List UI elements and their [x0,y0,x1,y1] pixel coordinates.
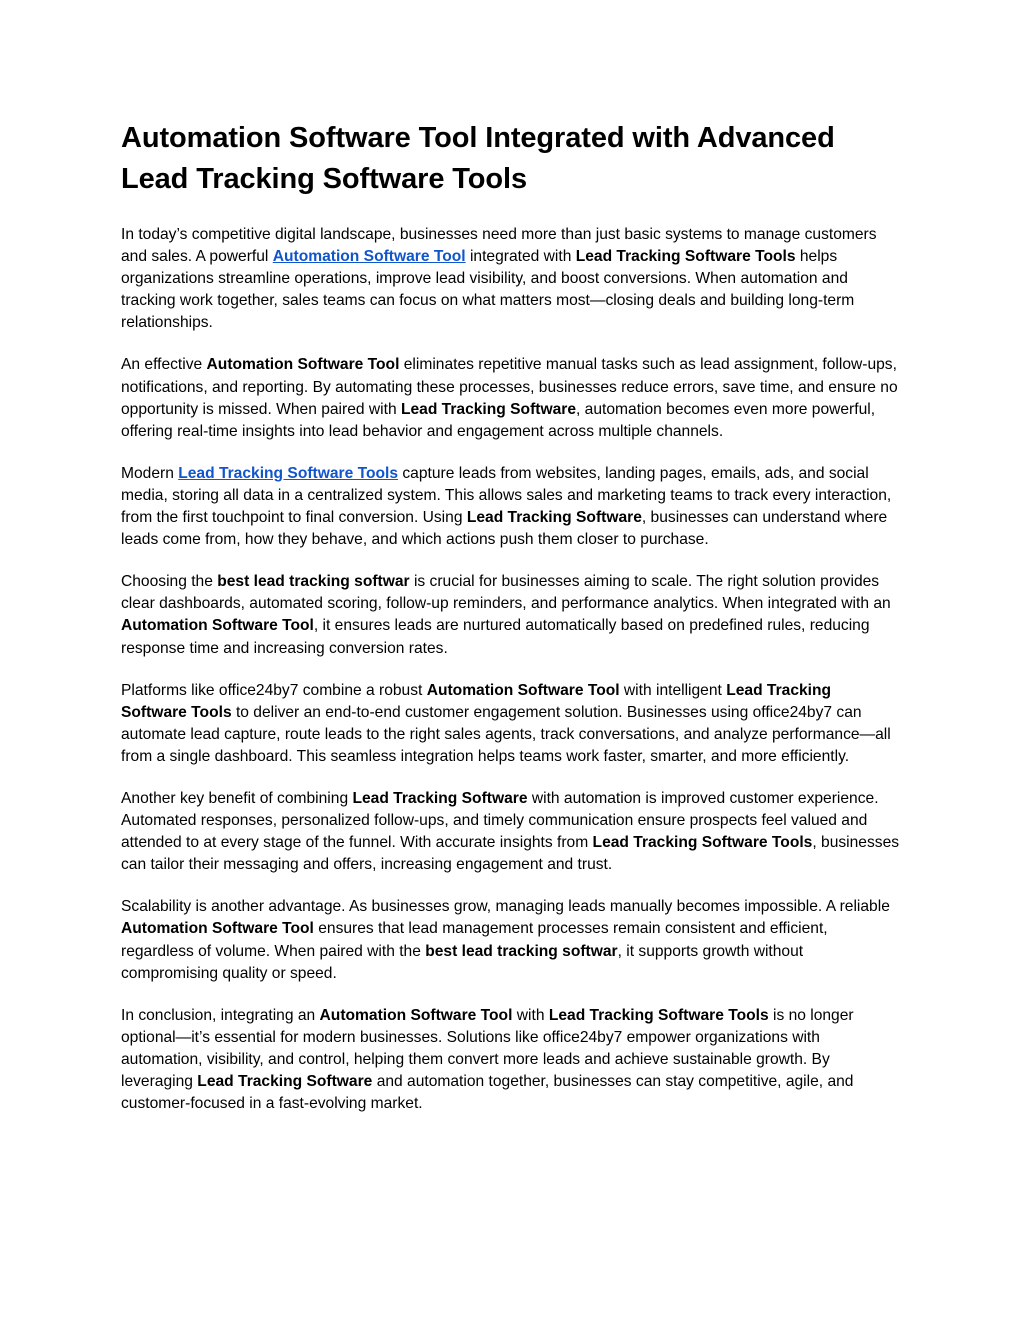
bold-text: Lead Tracking Software Tools [121,681,832,721]
inline-link[interactable]: Automation Software Tool [272,248,466,266]
bold-text: Lead Tracking Software [400,400,577,418]
paragraph [121,680,901,768]
bold-text: Automation Software Tool [206,356,400,374]
paragraph [121,463,901,551]
bold-text: best lead tracking softwar [217,573,410,591]
text-run: , businesses can understand where leads come from, how they behave, and which actions push them closer to purchase. [121,509,888,549]
text-run: In conclusion, integrating an [121,1006,320,1024]
text-run: integrated with [465,248,576,266]
text-run: , it ensures leads are nurtured automatically based on predefined rules, reducing response time and increasing conversion rates. [121,617,870,657]
paragraph [121,354,901,442]
bold-text: Lead Tracking Software Tools [575,248,796,266]
text-run: eliminates repetitive manual tasks such as lead assignment, follow-ups, notifications, and reporting. By automating these processes, businesses reduce errors, save time, and ensure no opportunity is missed. When paired with [121,356,898,418]
bold-text: Lead Tracking Software [197,1073,373,1090]
text-run: with [512,1006,549,1024]
text-run: , it supports growth without compromising quality or speed. [121,942,804,982]
paragraph [121,1005,901,1115]
text-run: Modern [121,464,179,482]
bold-text: Lead Tracking Software [466,509,642,527]
bold-text: Automation Software Tool [121,617,314,635]
text-run: Scalability is another advantage. As businesses grow, managing leads manually becomes impossible. A reliable [121,898,890,916]
text-run: capture leads from websites, landing pages, emails, ads, and social media, storing all data in a centralized system. This allows sales and marketing teams to track every interaction, from the first touchpoint to final conversion. Using [121,464,892,527]
bold-text: Lead Tracking Software [352,789,528,807]
text-run: to deliver an end-to-end customer engagement solution. Businesses using office24by7 can automate lead capture, route leads to the right sales agents, track conversations, and analyze performance—all from a single dashboard. This seamless integration helps teams work faster, smarter, and more efficiently. [121,703,891,765]
text-run: helps organizations streamline operations, improve lead visibility, and boost conversions. When automation and tracking work together, sales teams can focus on what matters most—closing deals and building long-term relationships. [121,248,855,332]
text-run: Platforms like office24by7 combine a robust [121,681,427,699]
bold-text: Lead Tracking Software Tools [592,834,813,852]
paragraph [121,896,901,984]
document-page [121,118,901,1135]
bold-text: best lead tracking softwar [425,942,618,960]
text-run: and automation together, businesses can stay competitive, agile, and customer-focused in a fast-evolving market. [121,1073,854,1113]
text-run: is crucial for businesses aiming to scale. The right solution provides clear dashboards, automated scoring, follow-up reminders, and performance analytics. When integrated with an [121,573,891,613]
text-run: with intelligent [619,681,727,699]
text-run: , businesses can tailor their messaging and offers, increasing engagement and trust. [121,834,900,874]
paragraph [121,224,901,334]
text-run: is no longer optional—it’s essential for modern businesses. Solutions like office24by7 empower organizations with automation, visibility, and control, helping them convert more leads and achieve sustainable growth. By leveraging [121,1006,854,1090]
bold-text: Lead Tracking Software Tools [548,1006,769,1024]
document-body [121,224,901,1115]
bold-text: Automation Software Tool [426,681,620,699]
inline-link[interactable]: Lead Tracking Software Tools [178,464,399,482]
text-run: An effective [121,356,207,374]
paragraph [121,788,901,876]
text-run: ensures that lead management processes remain consistent and efficient, regardless of volume. When paired with the [121,920,828,960]
text-run: with automation is improved customer experience. Automated responses, personalized follow-ups, and timely communication ensure prospects feel valued and attended to at every stage of the funnel. With accurate insights from [121,789,879,852]
paragraph [121,571,901,659]
text-run: Choosing the [121,573,218,591]
text-run: In today’s competitive digital landscape, businesses need more than just basic systems to manage customers and sales. A powerful [121,226,877,266]
bold-text: Automation Software Tool [319,1006,513,1024]
page-title: Automation Software Tool Integrated with Advanced Lead Tracking Software Tools [121,122,835,195]
bold-text: Automation Software Tool [121,920,314,938]
text-run: , automation becomes even more powerful, offering real-time insights into lead behavior and engagement across multiple channels. [121,400,876,440]
text-run: Another key benefit of combining [121,789,353,807]
